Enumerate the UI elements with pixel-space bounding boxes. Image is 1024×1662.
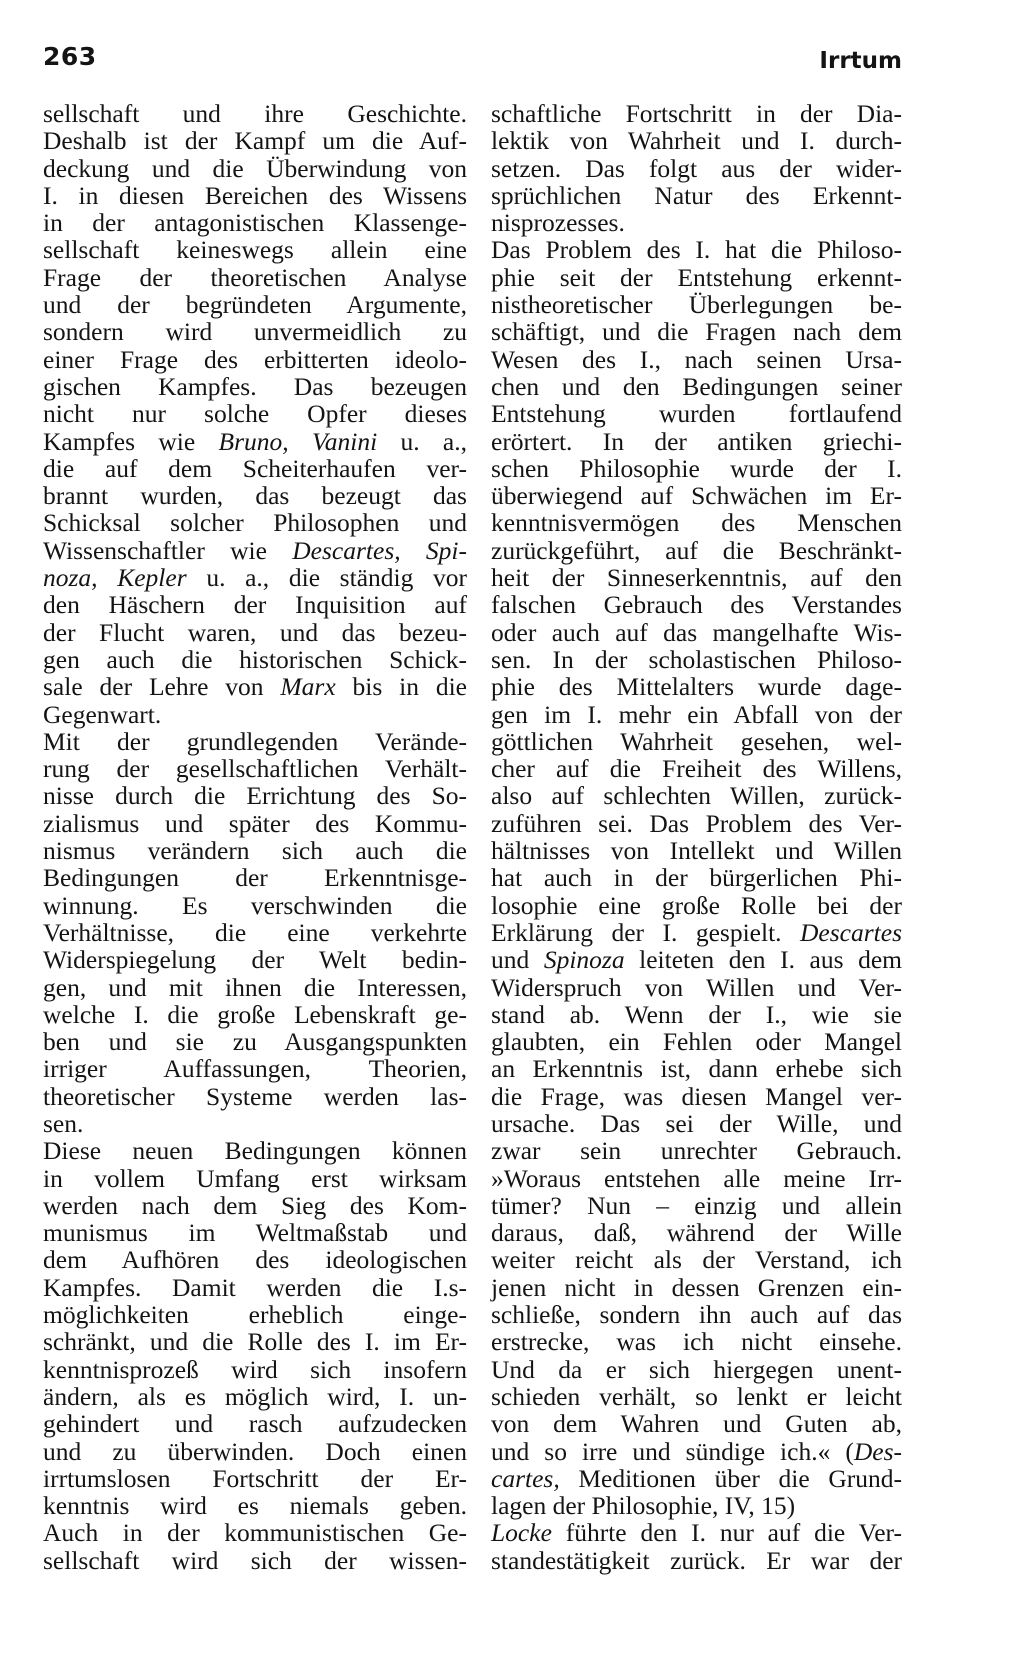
- text-line: gen auch die historischen Schick-: [43, 644, 467, 674]
- text-line: nistheoretischer Überlegungen be-: [491, 290, 902, 320]
- text-line: den Häschern der Inquisition auf: [43, 590, 467, 620]
- text-line: phie seit der Entstehung erkennt-: [491, 262, 902, 292]
- text-line: also auf schlechten Willen, zurück-: [491, 781, 902, 811]
- text-line: ursache. Das sei der Wille, und: [491, 1108, 902, 1138]
- text-line: der Flucht waren, und das bezeu-: [43, 617, 467, 647]
- text-line: schließe, sondern ihn auch auf das: [491, 1300, 902, 1330]
- text-line: göttlichen Wahrheit gesehen, wel-: [491, 726, 902, 756]
- text-line: Das Problem des I. hat die Philoso-: [491, 235, 902, 265]
- text-segment: Kampfes wie: [43, 426, 219, 456]
- text-segment: führte den I. nur auf die Ver-: [551, 1518, 902, 1548]
- text-line: sellschaft wird sich der wissen-: [43, 1545, 467, 1575]
- text-line: gehindert und rasch aufzudecken: [43, 1409, 467, 1439]
- text-line: Schicksal solcher Philosophen und: [43, 508, 467, 538]
- text-line: zurückgeführt, auf die Beschränkt-: [491, 535, 902, 565]
- text-segment: bis in die: [335, 672, 467, 702]
- text-line: rung der gesellschaftlichen Verhält-: [43, 754, 467, 784]
- text-line: einer Frage des erbitterten ideolo-: [43, 344, 467, 374]
- text-line: winnung. Es verschwinden die: [43, 890, 467, 920]
- text-line: Und da er sich hiergegen unent-: [491, 1354, 902, 1384]
- text-line: gischen Kampfes. Das bezeugen: [43, 371, 467, 401]
- text-line: lektik von Wahrheit und I. durch-: [491, 126, 902, 156]
- text-line: [43, 537, 467, 564]
- italic-name: noza, Kepler: [43, 563, 187, 593]
- text-line: weiter reicht als der Verstand, ich: [491, 1245, 902, 1275]
- text-line: und zu überwinden. Doch einen: [43, 1436, 467, 1466]
- text-line: [491, 1438, 902, 1465]
- text-line: welche I. die große Lebenskraft ge-: [43, 999, 467, 1029]
- text-line: nisse durch die Errichtung des So-: [43, 781, 467, 811]
- text-line: erstrecke, was ich nicht einsehe.: [491, 1327, 902, 1357]
- text-segment: und: [491, 945, 544, 975]
- text-line: Frage der theoretischen Analyse: [43, 262, 467, 292]
- text-line: und der begründeten Argumente,: [43, 290, 467, 320]
- text-segment: Meditionen über die Grund-: [559, 1463, 902, 1493]
- text-line: nismus verändern sich auch die: [43, 836, 467, 866]
- running-head: Irrtum: [819, 48, 902, 74]
- right-column: [491, 100, 902, 1574]
- text-line: theoretischer Systeme werden las-: [43, 1081, 467, 1111]
- text-line: setzen. Das folgt aus der wider-: [491, 153, 902, 183]
- text-segment: Erklärung der I. gespielt.: [491, 917, 801, 947]
- text-line: munismus im Weltmaßstab und: [43, 1218, 467, 1248]
- text-line: zuführen sei. Das Problem des Ver-: [491, 808, 902, 838]
- text-segment: leiteten den I. aus dem: [624, 945, 903, 975]
- italic-name: Marx: [280, 672, 336, 702]
- text-line: Verhältnisse, die eine verkehrte: [43, 917, 467, 947]
- text-line: dem Aufhören des ideologischen: [43, 1245, 467, 1275]
- text-line: irrtumslosen Fortschritt der Er-: [43, 1463, 467, 1493]
- text-line: Gegenwart.: [43, 699, 162, 729]
- text-line: schränkt, und die Rolle des I. im Er-: [43, 1327, 467, 1357]
- text-line: Mit der grundlegenden Verände-: [43, 726, 467, 756]
- text-line: werden nach dem Sieg des Kom-: [43, 1190, 467, 1220]
- italic-name: Locke: [491, 1518, 552, 1548]
- text-line: Widerspiegelung der Welt bedin-: [43, 945, 467, 975]
- text-line: hältnisses von Intellekt und Willen: [491, 836, 902, 866]
- text-line: gen, und mit ihnen die Interessen,: [43, 972, 467, 1002]
- text-line: die auf dem Scheiterhaufen ver-: [43, 453, 467, 483]
- text-line: [43, 564, 467, 591]
- italic-name: Descartes: [800, 917, 902, 947]
- text-line: chen und den Bedingungen seiner: [491, 371, 902, 401]
- text-line: ben und sie zu Ausgangspunkten: [43, 1027, 467, 1057]
- italic-name: Spinoza: [543, 945, 625, 975]
- text-line: schaftliche Fortschritt in der Dia-: [491, 99, 902, 128]
- text-line: die Frage, was diesen Mangel ver-: [491, 1081, 902, 1111]
- text-line: falschen Gebrauch des Verstandes: [491, 590, 902, 620]
- text-line: [491, 1519, 902, 1546]
- text-line: von dem Wahren und Guten ab,: [491, 1409, 902, 1439]
- text-line: schen Philosophie wurde der I.: [491, 453, 902, 483]
- text-line: [43, 673, 467, 700]
- text-line: »Woraus entstehen alle meine Irr-: [491, 1163, 902, 1193]
- italic-name: Bruno, Vanini: [218, 426, 378, 456]
- text-line: [43, 428, 467, 455]
- text-line: tümer? Nun – einzig und allein: [491, 1190, 902, 1220]
- text-line: sellschaft und ihre Geschichte.: [43, 99, 467, 128]
- text-line: kenntnis wird es niemals geben.: [43, 1491, 467, 1521]
- text-line: sondern wird unvermeidlich zu: [43, 317, 467, 347]
- text-segment: und so irre und sündige ich.« (: [491, 1436, 854, 1466]
- text-line: [491, 919, 902, 946]
- text-line: oder auch auf das mangelhafte Wis-: [491, 617, 902, 647]
- text-line: zialismus und später des Kommu-: [43, 808, 467, 838]
- text-line: kenntnisvermögen des Menschen: [491, 508, 902, 538]
- text-line: heit der Sinneserkenntnis, auf den: [491, 563, 902, 593]
- text-line: in vollem Umfang erst wirksam: [43, 1163, 467, 1193]
- text-line: irriger Auffassungen, Theorien,: [43, 1054, 467, 1084]
- text-line: I. in diesen Bereichen des Wissens: [43, 180, 467, 210]
- text-line: sen. In der scholastischen Philoso-: [491, 644, 902, 674]
- italic-name: Descartes, Spi-: [292, 535, 467, 565]
- text-line: Auch in der kommunistischen Ge-: [43, 1518, 467, 1548]
- text-line: kenntnisprozeß wird sich insofern: [43, 1354, 467, 1384]
- text-line: deckung und die Überwindung von: [43, 153, 467, 183]
- italic-name: Des-: [853, 1436, 902, 1466]
- text-line: hat auch in der bürgerlichen Phi-: [491, 863, 902, 893]
- text-line: in der antagonistischen Klassenge-: [43, 208, 467, 238]
- text-line: [491, 946, 902, 973]
- text-line: losophie eine große Rolle bei der: [491, 890, 902, 920]
- text-line: ändern, als es möglich wird, I. un-: [43, 1381, 467, 1411]
- page-number: 263: [43, 42, 97, 71]
- text-line: sprüchlichen Natur des Erkennt-: [491, 180, 902, 210]
- text-line: Entstehung wurden fortlaufend: [491, 399, 902, 429]
- text-segment: Wissenschaftler wie: [43, 535, 293, 565]
- text-line: möglichkeiten erheblich einge-: [43, 1300, 467, 1330]
- text-line: phie des Mittelalters wurde dage-: [491, 672, 902, 702]
- text-segment: u. a., die ständig vor: [186, 563, 468, 593]
- text-line: stand ab. Wenn der I., wie sie: [491, 999, 902, 1029]
- text-line: zwar sein unrechter Gebrauch.: [491, 1136, 902, 1166]
- text-line: überwiegend auf Schwächen im Er-: [491, 481, 902, 511]
- text-segment: u. a.,: [377, 426, 467, 456]
- text-line: nisprozesses.: [491, 208, 625, 238]
- text-line: Wesen des I., nach seinen Ursa-: [491, 344, 902, 374]
- text-line: daraus, daß, während der Wille: [491, 1218, 902, 1248]
- text-line: schieden verhält, so lenkt er leicht: [491, 1381, 902, 1411]
- text-line: cher auf die Freiheit des Willens,: [491, 754, 902, 784]
- italic-name: cartes,: [491, 1463, 560, 1493]
- text-line: an Erkenntnis ist, dann erhebe sich: [491, 1054, 902, 1084]
- text-line: sellschaft keineswegs allein eine: [43, 235, 467, 265]
- text-line: erörtert. In der antiken griechi-: [491, 426, 902, 456]
- text-segment: sale der Lehre von: [43, 672, 281, 702]
- text-line: Kampfes. Damit werden die I.s-: [43, 1272, 467, 1302]
- text-line: gen im I. mehr ein Abfall von der: [491, 699, 902, 729]
- text-line: nicht nur solche Opfer dieses: [43, 399, 467, 429]
- text-line: lagen der Philosophie, IV, 15): [491, 1491, 796, 1521]
- text-line: sen.: [43, 1108, 84, 1138]
- text-line: jenen nicht in dessen Grenzen ein-: [491, 1272, 902, 1302]
- text-line: brannt wurden, das bezeugt das: [43, 481, 467, 511]
- text-line: Deshalb ist der Kampf um die Auf-: [43, 126, 467, 156]
- text-line: Bedingungen der Erkenntnisge-: [43, 863, 467, 893]
- text-line: Widerspruch von Willen und Ver-: [491, 972, 902, 1002]
- text-line: schäftigt, und die Fragen nach dem: [491, 317, 902, 347]
- left-column: [43, 100, 467, 1574]
- text-line: standestätigkeit zurück. Er war der: [491, 1545, 902, 1575]
- text-line: [491, 1465, 902, 1492]
- text-line: Diese neuen Bedingungen können: [43, 1136, 467, 1166]
- text-line: glaubten, ein Fehlen oder Mangel: [491, 1027, 902, 1057]
